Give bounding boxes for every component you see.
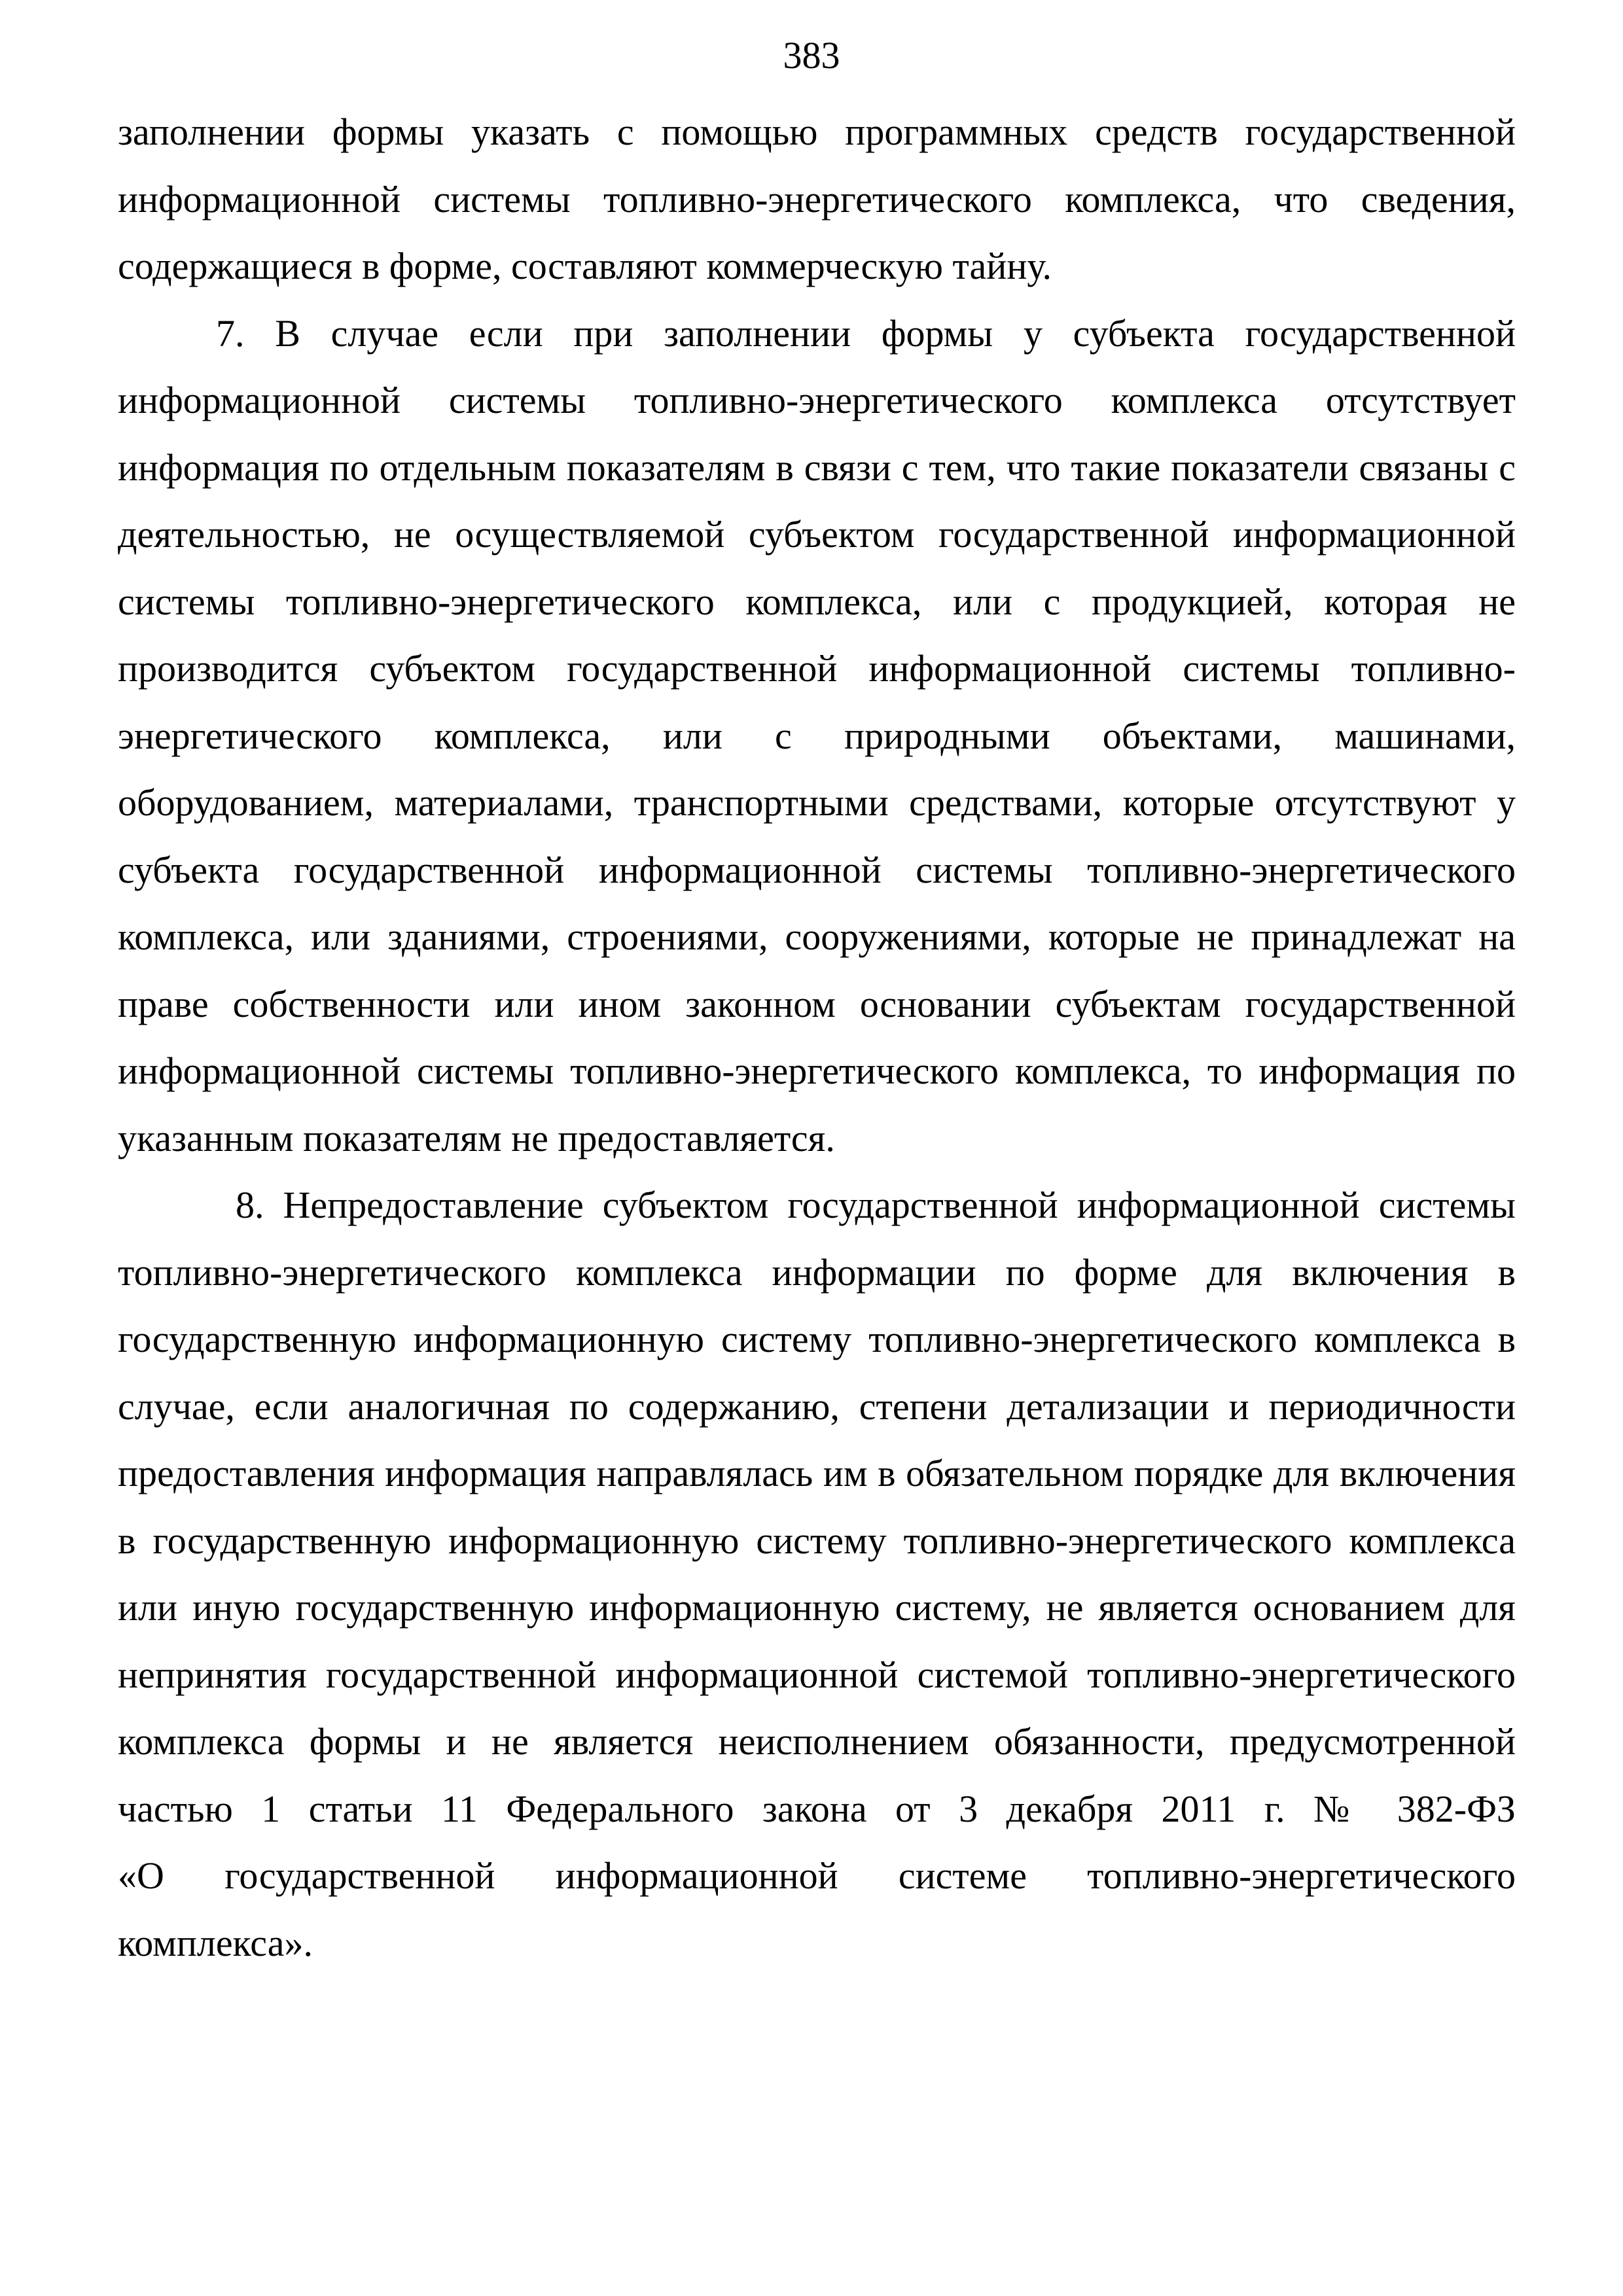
paragraph-p7 [118,300,1516,1173]
text-line: указанным показателям не предоставляется. [118,1116,835,1159]
text-line: в государственную информационную систему топливно-энергетического комплекса [118,1519,1516,1562]
text-line: субъекта государственной информационной системы топливно-энергетического [118,848,1516,891]
text-line: случае, если аналогичная по содержанию, степени детализации и периодичности [118,1385,1516,1428]
text-line: информационной системы топливно-энергетического комплекса, что сведения, [118,177,1516,221]
text-line: 8. Непредоставление субъектом государственной информационной системы [236,1184,1516,1226]
text-line: или иную государственную информационную систему, не является основанием для [118,1586,1516,1629]
text-line: заполнении формы указать с помощью программных средств государственной [118,111,1516,153]
text-line: информационной системы топливно-энергетического комплекса, то информация по [118,1050,1516,1092]
text-line: государственную информационную систему топливно-энергетического комплекса в [118,1318,1516,1360]
page-number: 383 [783,34,840,77]
text-line: деятельностью, не осуществляемой субъектом государственной информационной [118,513,1516,556]
text-line: системы топливно-энергетического комплекса, или с продукцией, которая не [118,580,1516,623]
text-line: непринятия государственной информационной системой топливно-энергетического [118,1653,1516,1696]
text-line: частью 1 статьи 11 Федерального закона от 3 декабря 2011 г. № 382-ФЗ [118,1787,1516,1830]
text-line: энергетического комплекса, или с природными объектами, машинами, [118,714,1516,757]
text-line: информация по отдельным показателям в связи с тем, что такие показатели связаны с [118,446,1516,489]
text-line: информационной системы топливно-энергетического комплекса отсутствует [118,379,1516,421]
paragraph-p8 [118,1172,1516,1977]
text-line: комплекса, или зданиями, строениями, сооружениями, которые не принадлежат на [118,915,1516,958]
text-line: «О государственной информационной системе топливно-энергетического [118,1854,1516,1897]
paragraph-p6-end [118,99,1516,300]
text-line: содержащиеся в форме, составляют коммерческую тайну. [118,245,1052,287]
text-line: производится субъектом государственной информационной системы топливно- [118,647,1516,690]
text-line: праве собственности или ином законном основании субъектам государственной [118,982,1516,1025]
text-line: комплекса». [118,1921,313,1964]
document-body [118,99,1516,1977]
text-line: комплекса формы и не является неисполнением обязанности, предусмотренной [118,1720,1516,1763]
text-line: 7. В случае если при заполнении формы у субъекта государственной [216,311,1516,355]
text-line: топливно-энергетического комплекса информации по форме для включения в [118,1250,1516,1294]
text-line: оборудованием, материалами, транспортными средствами, которые отсутствуют у [118,781,1516,824]
text-line: предоставления информация направлялась им в обязательном порядке для включения [118,1452,1516,1494]
